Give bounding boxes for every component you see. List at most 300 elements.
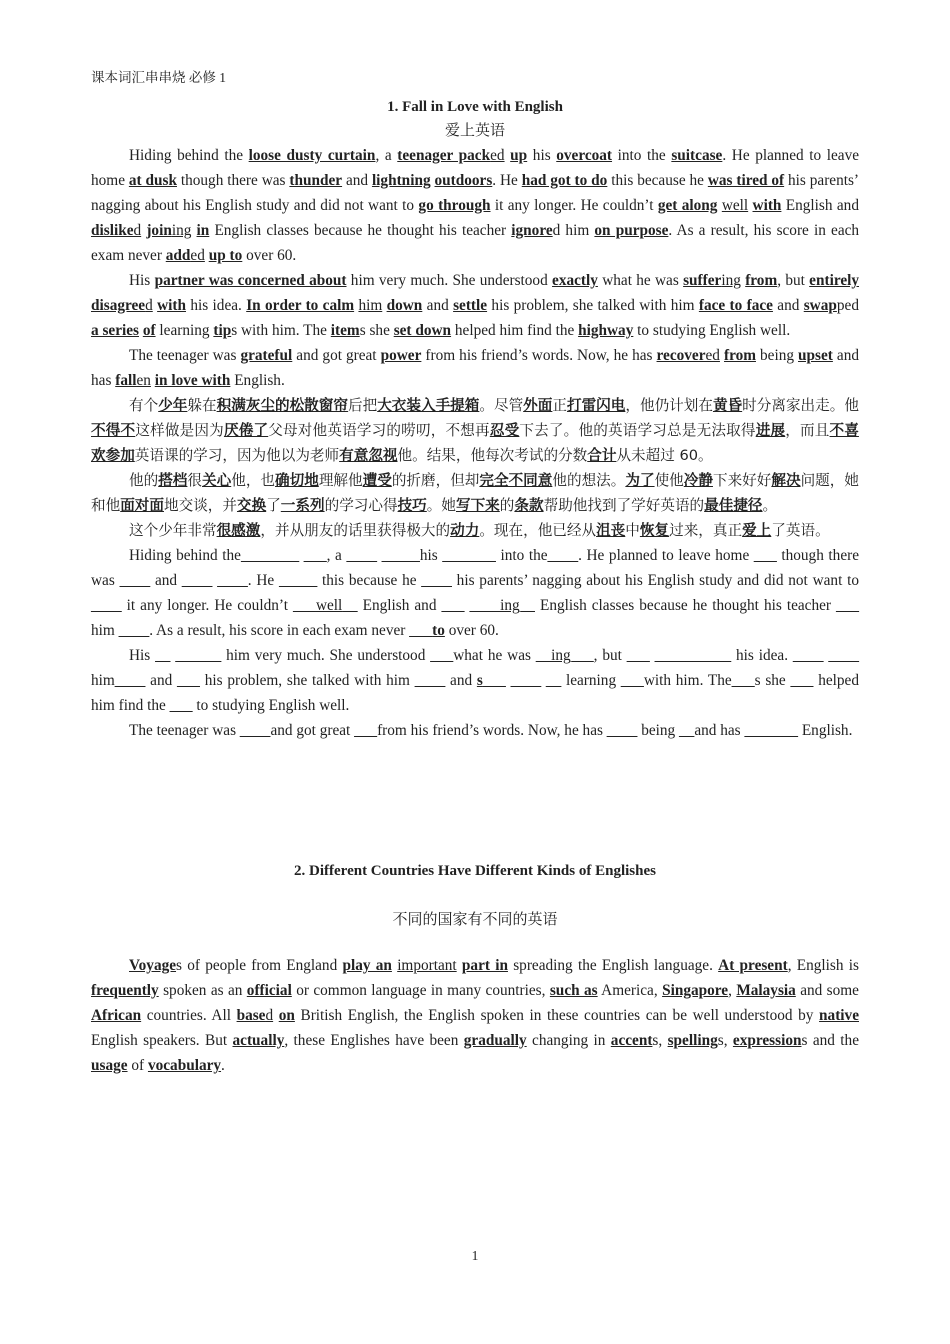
text-run: 从未超过 60。 <box>616 447 713 464</box>
text-run: 他的 <box>129 472 159 489</box>
text-run: 确切地 <box>275 472 319 489</box>
text-run: exactly <box>552 272 598 289</box>
text-run: suitcase <box>671 147 723 164</box>
document-page <box>91 66 859 1078</box>
text-run: s, <box>652 1032 668 1049</box>
text-run: and <box>145 672 177 689</box>
text-run: actually <box>232 1032 285 1049</box>
text-run: 搭档 <box>158 472 188 489</box>
section1-chinese-paragraph <box>91 468 859 518</box>
text-run: , but <box>593 647 627 664</box>
text-run: 他，也 <box>231 472 276 489</box>
text-run: in <box>196 222 210 239</box>
text-run: lightning <box>371 172 431 189</box>
text-run: power <box>380 347 422 364</box>
text-run: what he was <box>453 647 536 664</box>
text-run: 父母对他英语学习的唠叨，不想再 <box>268 422 490 439</box>
text-run: ____ <box>414 672 446 689</box>
text-run: s, <box>717 1032 733 1049</box>
text-run: such as <box>549 982 598 999</box>
section2-title: 2. Different Countries Have Different Kinds of Englishes <box>294 863 656 879</box>
text-run: ed <box>490 147 505 164</box>
text-run: 这样做是因为 <box>135 422 224 439</box>
text-run: 帮助他找到了学好英语的 <box>543 497 705 514</box>
text-run: his parents’ nagging about his English study and did not want to <box>91 172 860 214</box>
text-run: his problem, she talked with him <box>199 672 415 689</box>
text-run: 厌倦了 <box>223 422 269 439</box>
text-run: ed <box>190 247 205 264</box>
text-run: 写下来 <box>455 497 500 514</box>
text-run: it any longer. He couldn’t <box>121 597 293 614</box>
text-run: with <box>752 197 782 214</box>
text-run: 不得不 <box>91 422 136 439</box>
text-run: 沮丧 <box>596 522 626 539</box>
text-run: s of people from England <box>176 957 343 974</box>
text-run: 外面 <box>523 397 553 414</box>
text-run: ____ <box>547 547 579 564</box>
text-run: face to face <box>698 297 773 314</box>
text-run: learning <box>155 322 214 339</box>
text-run: 很 <box>187 472 203 489</box>
text-run: s with him. The <box>231 322 331 339</box>
text-run: to studying English well. <box>633 322 791 339</box>
text-run: d <box>265 1007 274 1024</box>
text-run: s and the <box>801 1032 859 1049</box>
text-run: well <box>721 197 749 214</box>
text-run: ，他仍计划在 <box>625 397 713 414</box>
text-run: and <box>342 172 372 189</box>
text-run: his idea. <box>731 647 793 664</box>
text-run: 这个少年非常 <box>129 522 217 539</box>
text-run: Malaysia <box>736 982 796 999</box>
text-run: 动力 <box>450 522 480 539</box>
text-run: British English, the English spoken in these countries can be well understood by <box>294 1007 820 1024</box>
text-run: _____ <box>381 547 420 564</box>
text-run: his <box>419 547 443 564</box>
text-run: ped <box>836 297 859 314</box>
text-run: 技巧 <box>397 497 427 514</box>
text-run: from his friend’s words. Now, he has <box>421 347 657 364</box>
text-run: with <box>157 297 187 314</box>
section1-chinese-paragraph <box>91 393 859 468</box>
text-run: was tired of <box>707 172 785 189</box>
text-run: d <box>133 222 142 239</box>
section1-paragraph <box>91 268 859 343</box>
text-run: English speakers. But <box>91 1032 233 1049</box>
text-run: well <box>315 597 343 614</box>
text-run: 很感激 <box>216 522 261 539</box>
text-run: ___ <box>790 672 814 689</box>
text-run: down <box>386 297 423 314</box>
text-run: his idea. <box>186 297 247 314</box>
text-run: ___ <box>169 697 193 714</box>
section1-chinese-paragraph <box>91 518 859 543</box>
section1-paragraph <box>91 343 859 393</box>
text-run: his <box>527 147 557 164</box>
text-run: 正 <box>552 397 567 414</box>
text-run: African <box>91 1007 142 1024</box>
fill-in-exercise-paragraph <box>91 543 859 643</box>
text-run: 地交谈，并 <box>164 497 237 514</box>
text-run: ___ <box>430 647 454 664</box>
text-run: him <box>358 297 383 314</box>
text-run: America, <box>597 982 663 999</box>
text-run: suffer <box>683 272 722 289</box>
text-run: helped him find the <box>91 672 859 714</box>
page-number: 1 <box>471 1248 479 1263</box>
text-run: 冷静 <box>683 472 713 489</box>
text-run: ___ <box>626 647 650 664</box>
text-run: him very much. She understood <box>221 647 431 664</box>
text-run: At present <box>718 957 788 974</box>
text-run: overcoat <box>556 147 613 164</box>
text-run: __________ <box>654 647 732 664</box>
text-run: base <box>236 1007 266 1024</box>
text-run: English and <box>781 197 859 214</box>
text-run: 的学习心得 <box>324 497 398 514</box>
text-run: ____ <box>346 547 378 564</box>
text-run: ___ <box>441 597 465 614</box>
text-run: spreading the English language. <box>507 957 719 974</box>
text-run: 使他 <box>654 472 684 489</box>
text-run: spelling <box>667 1032 718 1049</box>
text-run: 。 <box>762 497 778 514</box>
text-run: __ <box>545 672 562 689</box>
text-run: important <box>397 957 457 974</box>
text-run: up to <box>208 247 243 264</box>
text-run: ____ <box>217 572 248 589</box>
text-run: countries. All <box>141 1007 237 1024</box>
text-run: and has <box>91 347 860 389</box>
text-run: , English is <box>787 957 859 974</box>
text-run: 过来，真正 <box>669 522 743 539</box>
text-run: from <box>723 347 756 364</box>
text-run: ___ <box>177 672 200 689</box>
text-run: it any longer. He couldn’t <box>490 197 658 214</box>
text-run: learning <box>561 672 621 689</box>
text-run: get along <box>657 197 718 214</box>
text-run: 他的想法。 <box>552 472 626 489</box>
text-run: 面对面 <box>120 497 164 514</box>
text-run: __ <box>155 647 171 664</box>
text-run: en <box>136 372 151 389</box>
text-run: and has <box>694 722 745 739</box>
text-run: ____ <box>119 572 151 589</box>
text-run: this because he <box>607 172 708 189</box>
text-run: over 60. <box>242 247 297 264</box>
text-run: . As a result, his score in each exam never <box>91 222 860 264</box>
text-run: highway <box>578 322 634 339</box>
text-run: 了英语。 <box>771 522 830 539</box>
text-run: 最佳捷径 <box>704 497 763 514</box>
text-run: dislike <box>91 222 134 239</box>
text-run: , a <box>375 147 398 164</box>
text-run: _____ <box>279 572 318 589</box>
text-run: 进展 <box>755 422 786 439</box>
text-run: up <box>510 147 528 164</box>
text-run: __ <box>342 597 358 614</box>
text-run: 。她 <box>426 497 456 514</box>
text-run: 理解他 <box>318 472 363 489</box>
text-run: tip <box>213 322 232 339</box>
text-run: vocabulary <box>147 1057 222 1074</box>
text-run: 有个 <box>129 397 159 414</box>
text-run: . <box>221 1057 225 1074</box>
text-run: , these Englishes have been <box>284 1032 464 1049</box>
text-run: 他。结果，他每次考试的分数 <box>397 447 588 464</box>
text-run: ，并从朋友的话里获得极大的 <box>260 522 451 539</box>
text-run: him <box>91 622 119 639</box>
text-run: 积满灰尘的松散窗帘 <box>216 397 348 414</box>
text-run: 后把 <box>347 397 378 414</box>
text-run: join <box>146 222 172 239</box>
text-run: ____ <box>792 647 824 664</box>
text-run: 少年 <box>158 397 188 414</box>
text-run: into the <box>612 147 672 164</box>
text-run: his parents’ nagging about his English study and did not want to <box>451 572 859 589</box>
text-run: and got great <box>292 347 381 364</box>
text-run: teenager pack <box>397 147 491 164</box>
text-run: ____ing__ <box>469 597 535 614</box>
text-run: 的 <box>499 497 515 514</box>
text-run: 的折磨，但却 <box>391 472 480 489</box>
text-run: part in <box>461 957 508 974</box>
text-run: ____ <box>421 572 452 589</box>
text-run: to studying English well. <box>192 697 350 714</box>
text-run: go through <box>418 197 491 214</box>
text-run: ___ <box>354 722 378 739</box>
text-run: The teenager was <box>129 347 241 364</box>
text-run: of <box>142 322 156 339</box>
text-run: recover <box>656 347 706 364</box>
text-run: 打雷闪电 <box>566 397 626 414</box>
text-run: with him. The <box>643 672 732 689</box>
text-run: 关心 <box>202 472 232 489</box>
text-run: 下去了。他的英语学习总是无法取得 <box>519 422 756 439</box>
text-run: Hiding behind the <box>129 147 249 164</box>
text-run: _______ <box>744 722 798 739</box>
text-run: outdoors <box>434 172 493 189</box>
text-run: grateful <box>240 347 293 364</box>
text-run: usage <box>91 1057 128 1074</box>
text-run: though there was <box>176 172 290 189</box>
text-run: , but <box>777 272 810 289</box>
fill-in-exercise-paragraph <box>91 718 859 743</box>
fill-in-exercise-paragraph <box>91 643 859 718</box>
text-run: ____ <box>606 722 638 739</box>
section1-subtitle: 爱上英语 <box>444 121 505 139</box>
text-run: ed <box>705 347 720 364</box>
text-run: ___ <box>409 622 433 639</box>
text-run: 解决 <box>771 472 801 489</box>
text-run: and <box>150 572 182 589</box>
text-run: __ <box>442 547 458 564</box>
text-run: play an <box>342 957 392 974</box>
section1-title: 1. Fall in Love with English <box>387 99 563 115</box>
text-run: gradually <box>463 1032 527 1049</box>
text-run: being <box>637 722 680 739</box>
text-run: ____ <box>510 672 542 689</box>
text-run: 躲在 <box>187 397 217 414</box>
text-run: from his friend’s words. Now, he has <box>377 722 607 739</box>
text-run: Hiding behind the <box>129 547 241 564</box>
text-run: helped him find the <box>451 322 579 339</box>
text-run: and <box>772 297 804 314</box>
text-run: In order to calm <box>246 297 355 314</box>
text-run: . He planned to leave home <box>578 547 754 564</box>
text-run: ___ <box>240 547 269 564</box>
text-run: on <box>278 1007 295 1024</box>
text-run: . He <box>492 172 522 189</box>
text-run: 完全不同意 <box>479 472 553 489</box>
text-run: and got great <box>270 722 355 739</box>
text-run: settle <box>453 297 488 314</box>
text-run: English and <box>357 597 442 614</box>
text-run: 遭受 <box>362 472 392 489</box>
text-run: 爱上 <box>742 522 772 539</box>
text-run: English classes because he thought his teacher <box>534 597 837 614</box>
text-run: 黄昏 <box>712 397 743 414</box>
text-run: 合计 <box>587 447 617 464</box>
text-run: 有意忽视 <box>339 447 398 464</box>
text-run: 忍受 <box>489 422 520 439</box>
text-run: though there was <box>91 547 860 589</box>
text-run: s she <box>359 322 394 339</box>
text-run: ，而且 <box>785 422 830 439</box>
text-run: ___ <box>482 672 506 689</box>
text-run: ___ <box>836 597 859 614</box>
text-run: 英语课的学习，因为他以为老师 <box>134 447 340 464</box>
text-run: ____ <box>91 597 122 614</box>
section-spacer <box>91 743 859 859</box>
text-run: 下来好好 <box>712 472 772 489</box>
text-run: English. <box>798 722 853 739</box>
text-run: ing <box>171 222 192 239</box>
text-run: thunder <box>289 172 343 189</box>
text-run: swap <box>803 297 837 314</box>
text-run: . He <box>247 572 279 589</box>
text-run: Singapore <box>662 982 729 999</box>
text-run: upset <box>798 347 833 364</box>
text-run: ___ <box>303 547 327 564</box>
text-run: changing in <box>526 1032 611 1049</box>
text-run: ____ <box>828 647 859 664</box>
text-run: accent <box>610 1032 653 1049</box>
text-run: . As a result, his score in each exam never <box>149 622 410 639</box>
text-run: ____ <box>181 572 213 589</box>
text-run: Voyage <box>129 957 177 974</box>
text-run: and <box>445 672 477 689</box>
text-run: 交换 <box>236 497 267 514</box>
text-run: ____ <box>239 722 271 739</box>
text-run: ____ <box>114 672 146 689</box>
text-run: 大衣装入手提箱 <box>377 397 480 414</box>
text-run: him very much. She understood <box>346 272 553 289</box>
text-run: His <box>129 647 156 664</box>
text-run: ___ <box>731 672 755 689</box>
text-run: ____ <box>118 622 150 639</box>
text-run: 了 <box>266 497 281 514</box>
text-run: 。尽管 <box>479 397 524 414</box>
text-run: d <box>145 297 153 314</box>
section2-subtitle: 不同的国家有不同的英语 <box>392 910 558 928</box>
text-run: entirely disagree <box>91 272 860 314</box>
text-run: His <box>129 272 155 289</box>
text-run: ___ <box>753 547 777 564</box>
text-run: __ing___ <box>535 647 594 664</box>
text-run: English. <box>230 372 285 389</box>
text-run: at dusk <box>128 172 177 189</box>
text-run: partner was concerned about <box>154 272 347 289</box>
text-run: on purpose <box>594 222 669 239</box>
text-run: this because he <box>317 572 422 589</box>
text-run: s <box>476 672 483 689</box>
text-run: 。现在，他已经从 <box>479 522 597 539</box>
text-run: of <box>127 1057 148 1074</box>
text-run: s she <box>754 672 791 689</box>
section1-paragraph <box>91 143 859 268</box>
text-run: _____ <box>457 547 496 564</box>
text-run: what he was <box>597 272 684 289</box>
text-run: loose dusty curtain <box>248 147 376 164</box>
text-run: ignore <box>511 222 553 239</box>
text-run: 问题，她和他 <box>91 472 859 514</box>
text-run: The teenager was <box>129 722 240 739</box>
text-run: native <box>819 1007 859 1024</box>
text-run: a series <box>91 322 139 339</box>
text-run: set down <box>393 322 452 339</box>
text-run: in love with <box>154 372 231 389</box>
text-run: d him <box>552 222 595 239</box>
text-run: 为了 <box>625 472 655 489</box>
text-run: over 60. <box>444 622 499 639</box>
text-run: spoken as an <box>158 982 247 999</box>
text-run: , a <box>326 547 347 564</box>
text-run: or common language in many countries, <box>291 982 550 999</box>
text-run: frequently <box>91 982 159 999</box>
text-run: expression <box>732 1032 802 1049</box>
text-run: to <box>432 622 445 639</box>
text-run: him <box>91 672 115 689</box>
text-run: ___ <box>620 672 644 689</box>
page-header: 课本词汇串串烧 必修 1 <box>91 70 226 85</box>
text-run: being <box>755 347 799 364</box>
section2-paragraph <box>91 953 859 1078</box>
text-run: 不喜欢参加 <box>91 422 859 464</box>
text-run: , <box>728 982 737 999</box>
text-run: item <box>330 322 360 339</box>
text-run: fall <box>115 372 137 389</box>
text-run: 时分离家出走。他 <box>742 397 859 414</box>
text-run: add <box>165 247 191 264</box>
text-run: English classes because he thought his teacher <box>209 222 512 239</box>
text-run: and some <box>795 982 859 999</box>
text-run: had got to do <box>521 172 608 189</box>
text-run: ___ <box>292 597 316 614</box>
text-run: official <box>246 982 292 999</box>
text-run: and <box>422 297 454 314</box>
text-run: his problem, she talked with him <box>487 297 699 314</box>
text-run: 恢复 <box>639 522 670 539</box>
text-run: ing <box>721 272 741 289</box>
text-run: ____ <box>268 547 300 564</box>
text-run: 条款 <box>514 497 544 514</box>
text-run: ______ <box>175 647 222 664</box>
text-run: 一系列 <box>280 497 325 514</box>
text-run: from <box>745 272 778 289</box>
text-run: 中 <box>625 522 640 539</box>
text-run: into the <box>495 547 548 564</box>
